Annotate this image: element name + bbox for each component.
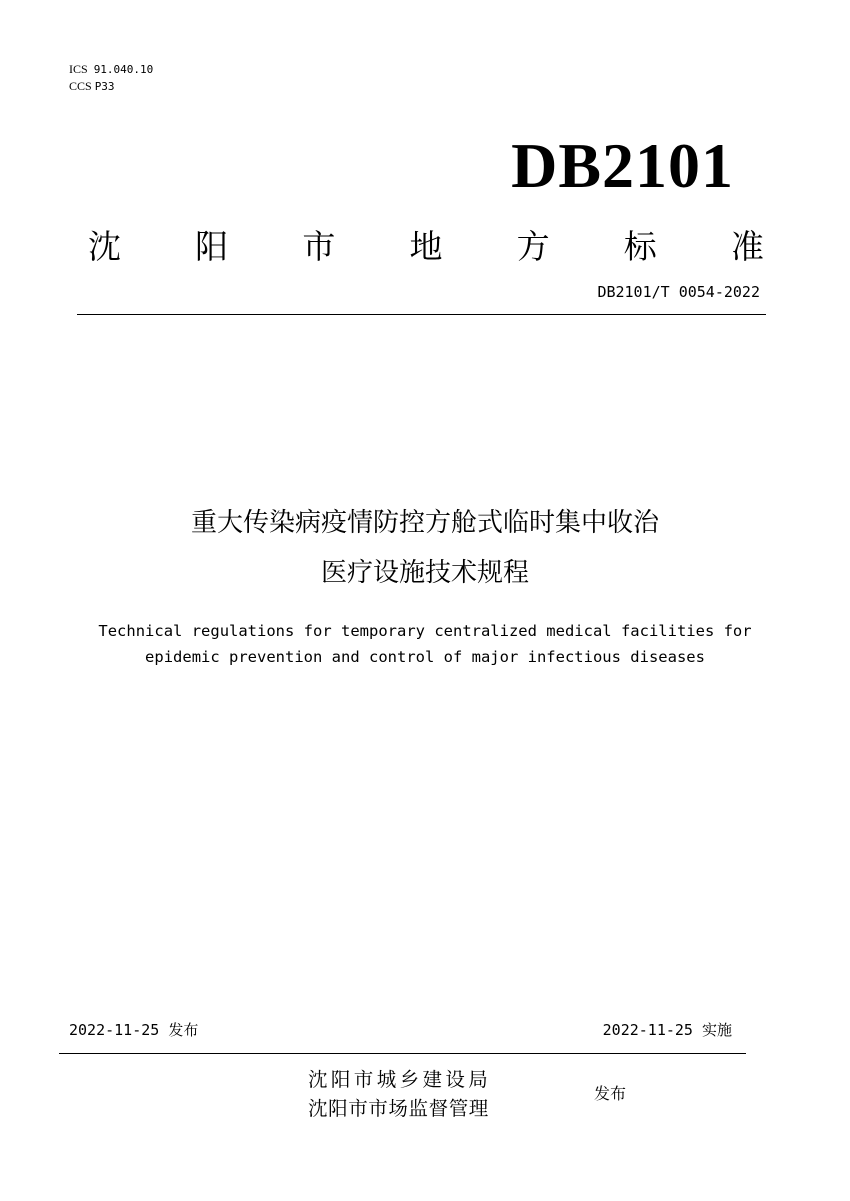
ccs-line: [69, 78, 153, 95]
standard-number: DB2101/T 0054-2022: [597, 283, 760, 301]
implement-date: 2022-11-25 实施: [602, 1021, 732, 1039]
header-divider: [77, 314, 766, 315]
category-char: 阳: [195, 227, 229, 266]
title-zh-line2: 医疗设施技术规程: [320, 558, 529, 588]
category-char: 地: [409, 227, 443, 266]
ics-line: [69, 61, 153, 78]
issue-action: 发布: [594, 1084, 627, 1103]
category-char: 市: [302, 227, 336, 266]
ics-label: ICS: [69, 62, 88, 76]
ics-code: 91.040.10: [93, 63, 154, 76]
category-char: 标: [623, 227, 657, 266]
category-char: 沈: [88, 227, 121, 266]
issuer-line2: 沈阳市市场监督管理: [308, 1097, 489, 1120]
title-zh-line1: 重大传染病疫情防控方舱式临时集中收治: [190, 508, 659, 538]
issuer-line1: 沈阳市城乡建设局: [308, 1068, 492, 1091]
ccs-code: P33: [94, 80, 115, 93]
classification-codes: [69, 61, 153, 95]
standard-code: DB2101: [511, 130, 734, 201]
category-char: 方: [516, 227, 550, 266]
ccs-label: CCS: [69, 79, 92, 93]
standard-category: [88, 224, 764, 270]
title-en-line2: epidemic prevention and control of major infectious diseases: [145, 648, 705, 666]
footer-divider: [59, 1053, 746, 1054]
publish-date: 2022-11-25 发布: [69, 1021, 199, 1039]
category-char: 准: [730, 227, 764, 266]
title-en-line1: Technical regulations for temporary centralized medical facilities for: [98, 622, 752, 640]
